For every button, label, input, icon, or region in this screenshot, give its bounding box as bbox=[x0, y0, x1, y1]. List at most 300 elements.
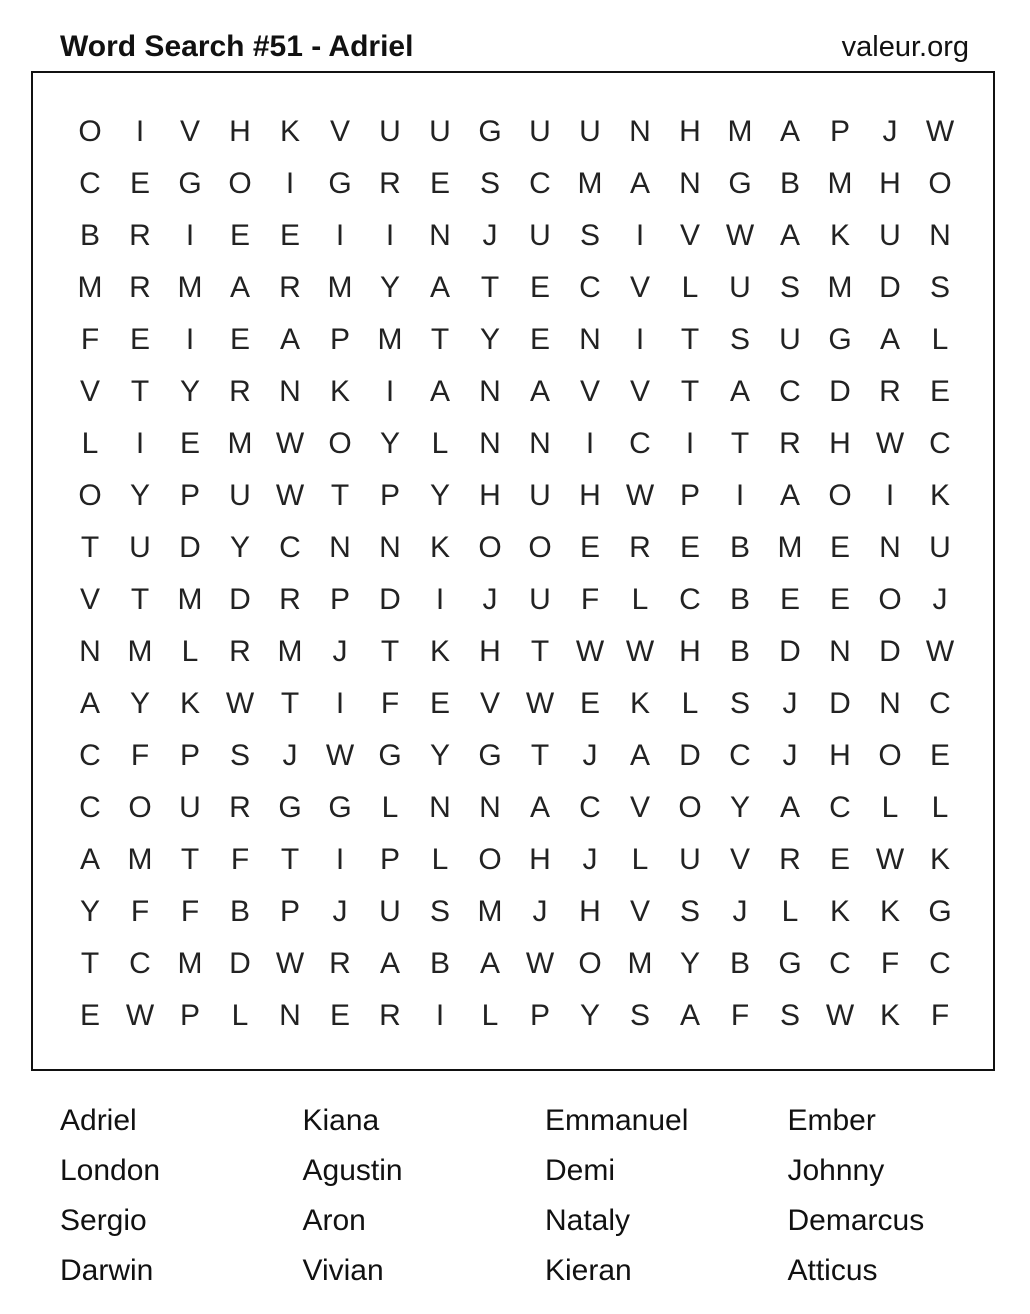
grid-letter: O bbox=[928, 167, 952, 200]
grid-letter: M bbox=[127, 635, 153, 668]
grid-letter: I bbox=[335, 219, 345, 252]
grid-letter: F bbox=[230, 843, 250, 876]
grid-letter: R bbox=[779, 843, 801, 876]
grid-letter: A bbox=[79, 687, 100, 720]
grid-letter: I bbox=[185, 219, 195, 252]
grid-letter: F bbox=[380, 687, 400, 720]
grid-letter: A bbox=[779, 791, 800, 824]
grid-letter: R bbox=[379, 167, 401, 200]
grid-letter: V bbox=[729, 843, 750, 876]
grid-letter: U bbox=[229, 479, 251, 512]
grid-letter: K bbox=[279, 115, 300, 148]
grid-letter: Y bbox=[679, 947, 700, 980]
grid-letter: S bbox=[579, 219, 600, 252]
grid-letter: V bbox=[629, 271, 650, 304]
word-list-item: Johnny bbox=[787, 1154, 885, 1187]
grid-letter: I bbox=[585, 427, 595, 460]
grid-letter: A bbox=[779, 479, 800, 512]
grid-letter: U bbox=[179, 791, 201, 824]
grid-letter: E bbox=[229, 323, 250, 356]
grid-letter: W bbox=[725, 219, 755, 252]
grid-letter: G bbox=[778, 947, 802, 980]
grid-letter: M bbox=[727, 115, 753, 148]
grid-letter: D bbox=[879, 635, 901, 668]
grid-letter: M bbox=[227, 427, 253, 460]
grid-letter: M bbox=[77, 271, 103, 304]
grid-letter: O bbox=[478, 843, 502, 876]
grid-letter: K bbox=[879, 999, 900, 1032]
grid-letter: A bbox=[429, 271, 450, 304]
grid-letter: U bbox=[679, 843, 701, 876]
word-list-item: Agustin bbox=[302, 1154, 403, 1187]
grid-letter: P bbox=[329, 583, 350, 616]
grid-letter: R bbox=[379, 999, 401, 1032]
grid-letter: V bbox=[329, 115, 350, 148]
grid-letter: Y bbox=[729, 791, 750, 824]
grid-letter: N bbox=[879, 531, 901, 564]
grid-letter: P bbox=[179, 739, 200, 772]
grid-letter: E bbox=[179, 427, 200, 460]
grid-letter: A bbox=[429, 375, 450, 408]
grid-letter: V bbox=[79, 583, 100, 616]
grid-letter: Y bbox=[579, 999, 600, 1032]
grid-letter: J bbox=[882, 115, 898, 148]
grid-letter: A bbox=[379, 947, 400, 980]
grid-letter: T bbox=[280, 843, 300, 876]
grid-letter: E bbox=[129, 167, 150, 200]
grid-letter: C bbox=[729, 739, 751, 772]
grid-letter: P bbox=[529, 999, 550, 1032]
grid-letter: S bbox=[629, 999, 650, 1032]
grid-letter: N bbox=[429, 219, 451, 252]
grid-letter: S bbox=[479, 167, 500, 200]
word-list-item: Demi bbox=[545, 1154, 616, 1187]
grid-letter: P bbox=[379, 479, 400, 512]
grid-letter: U bbox=[379, 115, 401, 148]
grid-letter: D bbox=[229, 583, 251, 616]
grid-letter: O bbox=[878, 583, 902, 616]
grid-letter: E bbox=[679, 531, 700, 564]
grid-letter: I bbox=[335, 843, 345, 876]
grid-letter: L bbox=[681, 271, 699, 304]
grid-letter: N bbox=[479, 791, 501, 824]
grid-letter: N bbox=[479, 375, 501, 408]
grid-letter: F bbox=[730, 999, 750, 1032]
grid-letter: U bbox=[729, 271, 751, 304]
grid-letter: I bbox=[385, 219, 395, 252]
grid-letter: C bbox=[629, 427, 651, 460]
grid-letter: O bbox=[78, 115, 102, 148]
grid-letter: C bbox=[929, 687, 951, 720]
grid-letter: S bbox=[929, 271, 950, 304]
grid-letter: U bbox=[129, 531, 151, 564]
grid-letter: E bbox=[929, 375, 950, 408]
grid-letter: H bbox=[529, 843, 551, 876]
grid-letter: L bbox=[431, 427, 449, 460]
grid-letter: M bbox=[327, 271, 353, 304]
grid-letter: H bbox=[479, 479, 501, 512]
grid-letter: Y bbox=[79, 895, 100, 928]
grid-letter: R bbox=[229, 791, 251, 824]
grid-letter: A bbox=[79, 843, 100, 876]
grid-letter: J bbox=[732, 895, 748, 928]
grid-letter: O bbox=[878, 739, 902, 772]
grid-letter: P bbox=[379, 843, 400, 876]
grid-letter: L bbox=[681, 687, 699, 720]
grid-letter: W bbox=[225, 687, 255, 720]
grid-letter: H bbox=[679, 115, 701, 148]
grid-letter: H bbox=[829, 427, 851, 460]
grid-letter: L bbox=[781, 895, 799, 928]
grid-letter: Y bbox=[129, 687, 150, 720]
grid-letter: V bbox=[629, 791, 650, 824]
grid-letter: I bbox=[435, 583, 445, 616]
grid-letter: E bbox=[829, 531, 850, 564]
grid-letter: B bbox=[729, 635, 750, 668]
grid-letter: A bbox=[779, 219, 800, 252]
grid-letter: G bbox=[928, 895, 952, 928]
grid-letter: T bbox=[680, 323, 700, 356]
grid-letter: L bbox=[631, 843, 649, 876]
grid-letter: Y bbox=[179, 375, 200, 408]
grid-letter: W bbox=[825, 999, 855, 1032]
grid-letter: G bbox=[828, 323, 852, 356]
grid-letter: K bbox=[429, 531, 450, 564]
grid-letter: I bbox=[635, 219, 645, 252]
grid-letter: C bbox=[929, 427, 951, 460]
grid-letter: F bbox=[180, 895, 200, 928]
grid-letter: R bbox=[879, 375, 901, 408]
grid-letter: E bbox=[529, 323, 550, 356]
grid-letter: L bbox=[481, 999, 499, 1032]
grid-letter: E bbox=[129, 323, 150, 356]
grid-letter: M bbox=[277, 635, 303, 668]
grid-letter: A bbox=[729, 375, 750, 408]
grid-letter: L bbox=[631, 583, 649, 616]
grid-letter: M bbox=[377, 323, 403, 356]
grid-letter: P bbox=[279, 895, 300, 928]
grid-letter: G bbox=[478, 739, 502, 772]
grid-letter: M bbox=[827, 167, 853, 200]
grid-letter: L bbox=[881, 791, 899, 824]
grid-letter: T bbox=[680, 375, 700, 408]
grid-letter: M bbox=[627, 947, 653, 980]
grid-letter: R bbox=[279, 271, 301, 304]
grid-letter: A bbox=[629, 739, 650, 772]
grid-letter: W bbox=[125, 999, 155, 1032]
grid-letter: S bbox=[229, 739, 250, 772]
grid-letter: R bbox=[229, 635, 251, 668]
word-list-item: Darwin bbox=[60, 1254, 154, 1287]
grid-letter: F bbox=[130, 739, 150, 772]
grid-letter: W bbox=[925, 635, 955, 668]
grid-letter: I bbox=[885, 479, 895, 512]
grid-letter: K bbox=[879, 895, 900, 928]
grid-letter: T bbox=[130, 375, 150, 408]
grid-letter: P bbox=[679, 479, 700, 512]
grid-letter: R bbox=[779, 427, 801, 460]
grid-letter: N bbox=[829, 635, 851, 668]
grid-letter: C bbox=[779, 375, 801, 408]
grid-letter: D bbox=[829, 687, 851, 720]
grid-letter: D bbox=[879, 271, 901, 304]
grid-letter: E bbox=[929, 739, 950, 772]
grid-letter: R bbox=[279, 583, 301, 616]
grid-letter: E bbox=[529, 271, 550, 304]
grid-letter: Y bbox=[379, 271, 400, 304]
grid-letter: A bbox=[529, 375, 550, 408]
grid-letter: F bbox=[930, 999, 950, 1032]
grid-letter: N bbox=[279, 999, 301, 1032]
grid-letter: K bbox=[929, 843, 950, 876]
grid-letter: F bbox=[80, 323, 100, 356]
grid-letter: M bbox=[777, 531, 803, 564]
grid-letter: L bbox=[431, 843, 449, 876]
grid-letter: C bbox=[529, 167, 551, 200]
grid-letter: E bbox=[829, 583, 850, 616]
grid-letter: N bbox=[379, 531, 401, 564]
grid-letter: M bbox=[577, 167, 603, 200]
grid-letter: E bbox=[429, 167, 450, 200]
grid-letter: V bbox=[479, 687, 500, 720]
grid-letter: W bbox=[275, 947, 305, 980]
grid-letter: I bbox=[435, 999, 445, 1032]
grid-letter: I bbox=[735, 479, 745, 512]
grid-letter: V bbox=[629, 895, 650, 928]
grid-letter: E bbox=[579, 687, 600, 720]
grid-letter: Y bbox=[129, 479, 150, 512]
grid-letter: L bbox=[181, 635, 199, 668]
grid-letter: P bbox=[329, 323, 350, 356]
grid-letter: V bbox=[179, 115, 200, 148]
grid-letter: W bbox=[925, 115, 955, 148]
grid-letter: T bbox=[430, 323, 450, 356]
grid-letter: A bbox=[229, 271, 250, 304]
grid-letter: H bbox=[479, 635, 501, 668]
grid-letter: W bbox=[325, 739, 355, 772]
grid-letter: T bbox=[530, 739, 550, 772]
grid-letter: J bbox=[782, 687, 798, 720]
grid-letter: C bbox=[829, 791, 851, 824]
grid-letter: C bbox=[129, 947, 151, 980]
grid-letter: K bbox=[329, 375, 350, 408]
grid-letter: I bbox=[135, 427, 145, 460]
word-list-item: Sergio bbox=[60, 1204, 147, 1237]
grid-letter: M bbox=[827, 271, 853, 304]
grid-letter: C bbox=[679, 583, 701, 616]
grid-letter: J bbox=[332, 895, 348, 928]
grid-letter: Y bbox=[229, 531, 250, 564]
grid-letter: G bbox=[478, 115, 502, 148]
word-list-item: Aron bbox=[302, 1204, 366, 1237]
grid-letter: O bbox=[828, 479, 852, 512]
grid-letter: B bbox=[729, 531, 750, 564]
grid-letter: R bbox=[229, 375, 251, 408]
grid-letter: E bbox=[579, 531, 600, 564]
grid-letter: S bbox=[779, 271, 800, 304]
grid-letter: N bbox=[629, 115, 651, 148]
grid-letter: M bbox=[477, 895, 503, 928]
grid-letter: G bbox=[378, 739, 402, 772]
grid-letter: N bbox=[279, 375, 301, 408]
grid-letter: G bbox=[328, 791, 352, 824]
grid-letter: I bbox=[635, 323, 645, 356]
grid-letter: W bbox=[525, 947, 555, 980]
grid-letter: N bbox=[479, 427, 501, 460]
page-title: Word Search #51 - Adriel bbox=[60, 30, 414, 63]
grid-letter: D bbox=[829, 375, 851, 408]
grid-letter: F bbox=[130, 895, 150, 928]
grid-letter: I bbox=[285, 167, 295, 200]
grid-letter: H bbox=[579, 895, 601, 928]
grid-letter: C bbox=[279, 531, 301, 564]
grid-letter: N bbox=[929, 219, 951, 252]
grid-letter: A bbox=[529, 791, 550, 824]
grid-letter: A bbox=[879, 323, 900, 356]
word-list-item: Ember bbox=[787, 1104, 876, 1137]
grid-letter: G bbox=[728, 167, 752, 200]
grid-letter: C bbox=[579, 271, 601, 304]
word-list-item: Atticus bbox=[787, 1254, 878, 1287]
grid-letter: N bbox=[579, 323, 601, 356]
grid-letter: V bbox=[679, 219, 700, 252]
letter-grid bbox=[65, 106, 965, 1042]
grid-letter: B bbox=[79, 219, 100, 252]
grid-letter: S bbox=[429, 895, 450, 928]
grid-letter: I bbox=[685, 427, 695, 460]
grid-letter: B bbox=[429, 947, 450, 980]
grid-letter: L bbox=[231, 999, 249, 1032]
grid-letter: T bbox=[330, 479, 350, 512]
word-list-item: Nataly bbox=[545, 1204, 631, 1237]
grid-letter: D bbox=[679, 739, 701, 772]
word-list-item: Emmanuel bbox=[545, 1104, 689, 1137]
grid-letter: P bbox=[179, 479, 200, 512]
grid-letter: Y bbox=[429, 739, 450, 772]
grid-letter: H bbox=[679, 635, 701, 668]
grid-letter: C bbox=[79, 739, 101, 772]
grid-letter: V bbox=[629, 375, 650, 408]
grid-letter: N bbox=[679, 167, 701, 200]
grid-letter: M bbox=[177, 583, 203, 616]
grid-letter: J bbox=[482, 219, 498, 252]
grid-letter: T bbox=[530, 635, 550, 668]
grid-letter: L bbox=[931, 791, 949, 824]
grid-letter: U bbox=[579, 115, 601, 148]
grid-letter: A bbox=[279, 323, 300, 356]
grid-letter: I bbox=[385, 375, 395, 408]
grid-letter: E bbox=[79, 999, 100, 1032]
word-list-item: Adriel bbox=[60, 1104, 137, 1137]
grid-letter: T bbox=[280, 687, 300, 720]
grid-letter: C bbox=[579, 791, 601, 824]
grid-letter: T bbox=[130, 583, 150, 616]
grid-letter: K bbox=[629, 687, 650, 720]
grid-letter: J bbox=[482, 583, 498, 616]
grid-letter: W bbox=[275, 479, 305, 512]
grid-letter: T bbox=[480, 271, 500, 304]
grid-letter: W bbox=[275, 427, 305, 460]
grid-letter: B bbox=[229, 895, 250, 928]
grid-letter: K bbox=[829, 895, 850, 928]
site-name: valeur.org bbox=[841, 31, 969, 63]
grid-letter: R bbox=[129, 219, 151, 252]
grid-letter: S bbox=[779, 999, 800, 1032]
grid-letter: Y bbox=[479, 323, 500, 356]
grid-letter: W bbox=[525, 687, 555, 720]
grid-letter: W bbox=[625, 635, 655, 668]
grid-letter: N bbox=[879, 687, 901, 720]
grid-letter: F bbox=[880, 947, 900, 980]
grid-letter: C bbox=[79, 791, 101, 824]
word-list bbox=[60, 1096, 1030, 1296]
grid-letter: J bbox=[582, 739, 598, 772]
grid-letter: V bbox=[79, 375, 100, 408]
grid-letter: A bbox=[479, 947, 500, 980]
grid-letter: E bbox=[329, 999, 350, 1032]
grid-letter: O bbox=[478, 531, 502, 564]
grid-letter: C bbox=[79, 167, 101, 200]
grid-letter: J bbox=[582, 843, 598, 876]
grid-letter: B bbox=[729, 947, 750, 980]
grid-letter: T bbox=[380, 635, 400, 668]
word-list-item: Vivian bbox=[302, 1254, 384, 1287]
grid-letter: Y bbox=[379, 427, 400, 460]
grid-letter: G bbox=[278, 791, 302, 824]
grid-letter: T bbox=[80, 947, 100, 980]
grid-letter: E bbox=[279, 219, 300, 252]
word-list-item: Demarcus bbox=[787, 1204, 925, 1237]
grid-letter: B bbox=[729, 583, 750, 616]
grid-letter: O bbox=[228, 167, 252, 200]
grid-letter: O bbox=[78, 479, 102, 512]
grid-letter: D bbox=[179, 531, 201, 564]
grid-letter: L bbox=[931, 323, 949, 356]
grid-letter: D bbox=[229, 947, 251, 980]
puzzle-frame bbox=[31, 71, 995, 1071]
grid-letter: E bbox=[429, 687, 450, 720]
grid-letter: U bbox=[529, 479, 551, 512]
grid-letter: U bbox=[929, 531, 951, 564]
grid-letter: W bbox=[575, 635, 605, 668]
grid-letter: U bbox=[529, 115, 551, 148]
grid-letter: L bbox=[81, 427, 99, 460]
grid-letter: R bbox=[329, 947, 351, 980]
grid-letter: U bbox=[779, 323, 801, 356]
grid-letter: O bbox=[678, 791, 702, 824]
grid-letter: J bbox=[932, 583, 948, 616]
grid-letter: N bbox=[79, 635, 101, 668]
grid-letter: W bbox=[625, 479, 655, 512]
grid-letter: T bbox=[80, 531, 100, 564]
grid-letter: H bbox=[879, 167, 901, 200]
grid-letter: U bbox=[429, 115, 451, 148]
grid-letter: Y bbox=[429, 479, 450, 512]
word-list-item: Kieran bbox=[545, 1254, 632, 1287]
grid-letter: B bbox=[779, 167, 800, 200]
grid-letter: L bbox=[381, 791, 399, 824]
grid-letter: P bbox=[829, 115, 850, 148]
grid-letter: H bbox=[579, 479, 601, 512]
grid-letter: C bbox=[929, 947, 951, 980]
grid-letter: H bbox=[829, 739, 851, 772]
grid-letter: O bbox=[528, 531, 552, 564]
grid-letter: J bbox=[532, 895, 548, 928]
grid-letter: T bbox=[180, 843, 200, 876]
grid-letter: K bbox=[829, 219, 850, 252]
grid-letter: N bbox=[429, 791, 451, 824]
grid-letter: M bbox=[177, 271, 203, 304]
